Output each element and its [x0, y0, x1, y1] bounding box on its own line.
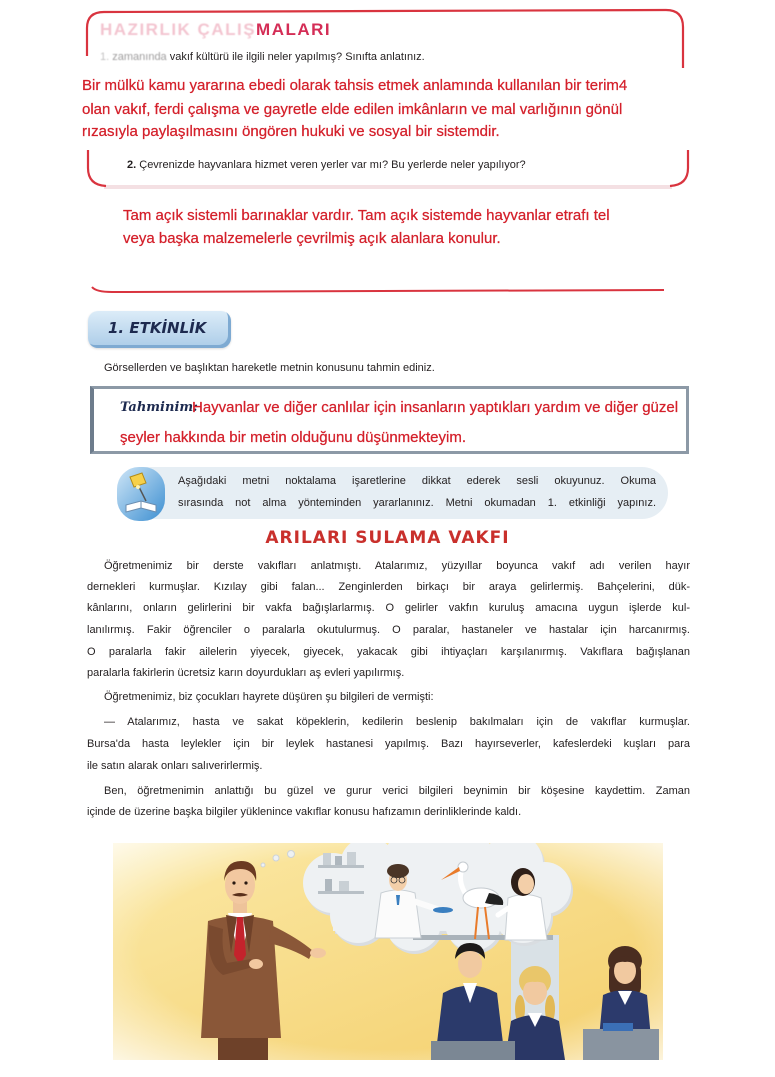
- answer-2-line: veya başka malzemelerle çevrilmiş açık alanlara konulur.: [123, 230, 501, 247]
- frame-bottom-line: [92, 287, 664, 292]
- classroom-illustration: [113, 843, 663, 1060]
- answer-1-line: rızasıyla paylaşılmasını öngören hukuki ve sosyal bir sistemdir.: [82, 123, 500, 140]
- story-line: Öğretmenimiz, biz çocukları hayrete düşüren şu bilgileri de vermişti:: [104, 691, 434, 703]
- section-title-faded: HAZIRLIK ÇALIŞ: [100, 20, 257, 39]
- story-line: dernekleri kurmuşlar. Kızılay gibi falan... Zenginlerden birkaçı bir araya gelirlermiş. Bahçelerini, dük-: [87, 581, 690, 593]
- question-2-text: Çevrenizde hayvanlara hizmet veren yerler var mı? Bu yerlerde neler yapılıyor?: [139, 159, 526, 171]
- question-2: [127, 158, 526, 172]
- reading-note-line: Aşağıdaki metni noktalama işaretlerine dikkat ederek sesli okuyunuz. Okuma: [178, 475, 656, 487]
- activity-badge: [88, 311, 231, 348]
- story-line: ile satın alarak onları salıverirlermiş.: [87, 760, 263, 772]
- question-2-number: 2.: [127, 159, 137, 171]
- answer-1-line: olan vakıf, ferdi çalışma ve gayretle elde edilen imkânların ve mal varlığının gönül: [82, 101, 623, 118]
- question-1: [100, 50, 425, 64]
- reading-note-line: sırasında not alma yönteminden yararlanınız. Metni okumadan 1. etkinliği yapınız.: [178, 497, 656, 509]
- question-1-text: vakıf kültürü ile ilgili neler yapılmış? Sınıfta anlatınız.: [169, 51, 425, 63]
- guess-line: şeyler hakkında bir metin olduğunu düşünmekteyim.: [120, 429, 467, 446]
- answer-2-line: Tam açık sistemli barınaklar vardır. Tam açık sistemde hayvanlar etrafı tel: [123, 207, 610, 224]
- story-title: ARILARI SULAMA VAKFI: [265, 528, 510, 548]
- story-line: Öğretmenimiz bir derste vakıfları anlatmıştı. Atalarımız, yüzyıllar boyunca vakıf adı verilen hayır: [104, 560, 690, 572]
- section-frame: [0, 0, 775, 300]
- question-1-number: 1.: [100, 51, 110, 63]
- story-line: Bursa'da hasta leylekler için bir leylek hastanesi yapılmış. Bazı hayırseverler, kafeslerdeki kuşları para: [87, 738, 690, 750]
- guess-label: Tahminim:: [120, 400, 198, 415]
- frame-right-bracket: [670, 150, 688, 186]
- section-title: [100, 20, 331, 40]
- story-line: içinde de üzerine başka bilgiler yüklenince vakıflar konusu hafızamın derinliklerinde kaldı.: [87, 806, 522, 818]
- lamp-book-icon: [116, 465, 166, 523]
- activity-badge-label: 1. ETKİNLİK: [108, 319, 207, 337]
- book: [603, 1023, 633, 1031]
- story-line: O paralarla fakir ailelerin yiyecek, giyecek, yakacak gibi ihtiyaçları karşılanırmış. Vakıflara bağışlanan: [87, 646, 690, 658]
- story-line: kânlarını, onların gelirlerini bir vakfa bağışlarlarmış. O gelirler vakfın kuruluş amacına uygun işlerde kul-: [87, 602, 690, 614]
- thought-cloud: [303, 843, 573, 954]
- story-line: lanılırmış. Fakir öğrenciler o paralarla okutulurmuş. O paralar, hastaneler ve hastalar için harcanırmış.: [87, 624, 690, 636]
- activity-instruction: Görsellerden ve başlıktan hareketle metnin konusunu tahmin ediniz.: [104, 362, 435, 374]
- story-line: — Atalarımız, hasta ve sakat köpeklerin, kedilerin beslenip bakılmaları için de vakıflar kurmuşlar.: [104, 716, 690, 728]
- frame-left-bracket: [88, 150, 106, 186]
- story-line: Ben, öğretmenimin anlattığı bu güzel ve gurur verici bilgileri beynimin bir köşesine kaydettim. Zaman: [104, 785, 690, 797]
- question-1-lead-word: zamanında: [112, 51, 167, 63]
- guess-line: Hayvanlar ve diğer canlılar için insanların yaptıkları yardım ve diğer güzel: [192, 399, 679, 416]
- answer-1-line: Bir mülkü kamu yararına ebedi olarak tahsis etmek anlamında kullanılan bir terim4: [82, 77, 628, 94]
- story-line: paralarla fakirlerin ücretsiz karın doyurdukları aş evleri yapılırmış.: [87, 667, 405, 679]
- section-title-visible: MALARI: [256, 20, 332, 39]
